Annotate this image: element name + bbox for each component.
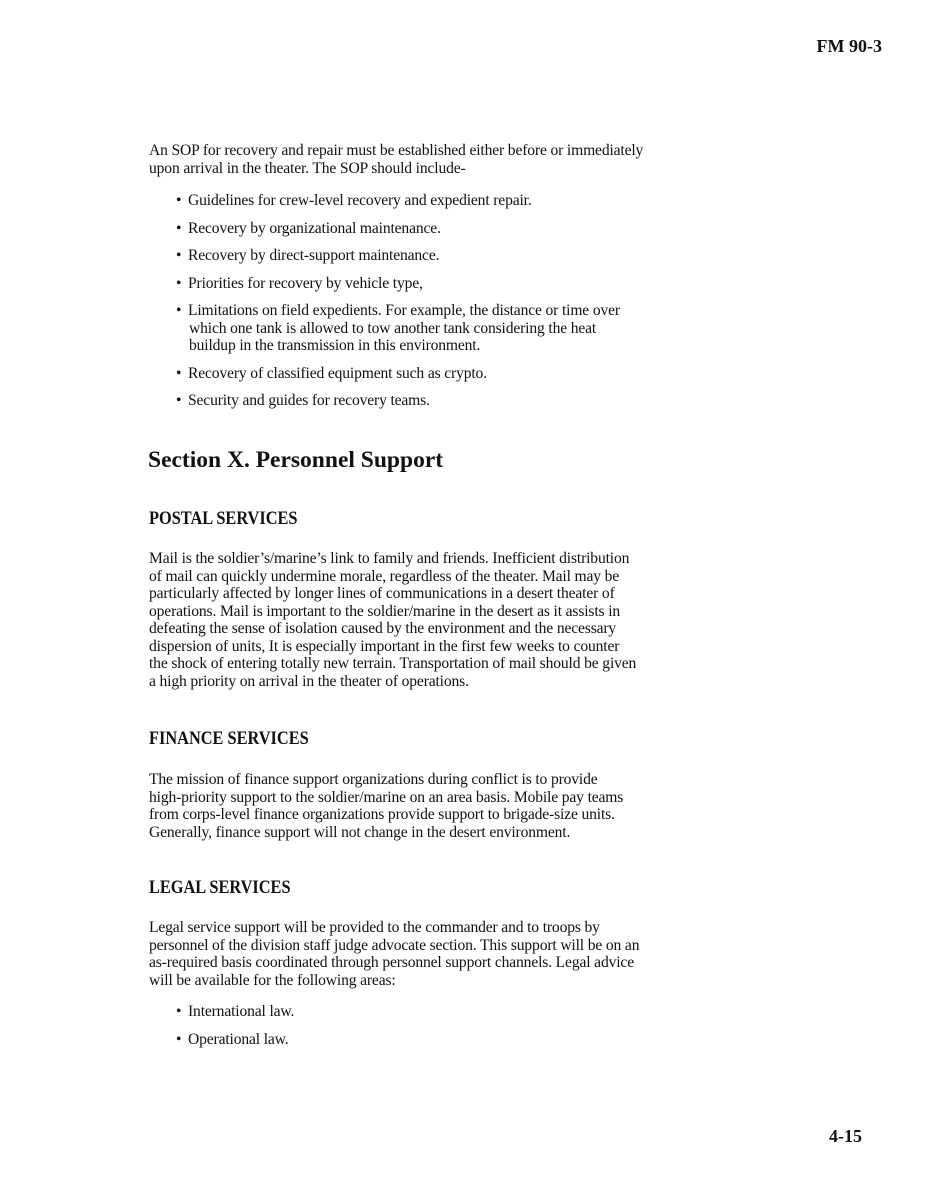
paragraph-line: high-priority support to the soldier/marine on an area basis. Mobile pay teams xyxy=(149,788,624,806)
document-id: FM 90-3 xyxy=(816,36,882,56)
recovery-intro-paragraph xyxy=(149,142,644,177)
bullet-icon: • xyxy=(176,1003,182,1020)
section-title: Section X. Personnel Support xyxy=(148,447,444,473)
paragraph-line: personnel of the division staff judge advocate section. This support will be on an xyxy=(149,936,640,954)
paragraph-line: An SOP for recovery and repair must be established either before or immediately xyxy=(149,142,644,159)
recovery-sop-list xyxy=(176,192,646,410)
bullet-icon: • xyxy=(176,247,182,264)
bullet-icon: • xyxy=(176,392,182,409)
list-item: • Limitations on field expedients. For example, the distance or time over which one tank is allowed to tow another tank considering the heat buildup in the transmission in this environment. xyxy=(176,302,620,354)
list-item: • Recovery by direct-support maintenance. xyxy=(176,247,440,264)
bullet-icon: • xyxy=(176,192,182,209)
finance-paragraph xyxy=(149,771,641,841)
paragraph-line: from corps-level finance organizations provide support to brigade-size units. xyxy=(149,806,615,823)
paragraph-line: particularly affected by longer lines of communications in a desert theater of xyxy=(149,585,615,602)
list-item: • Priorities for recovery by vehicle type, xyxy=(176,274,423,292)
paragraph-line: dispersion of units, It is especially important in the first few weeks to counter xyxy=(149,637,620,655)
list-item: • Security and guides for recovery teams. xyxy=(176,392,430,409)
paragraph-line: The mission of finance support organizations during conflict is to provide xyxy=(149,771,598,788)
paragraph-line: Legal service support will be provided to the commander and to troops by xyxy=(149,919,600,936)
legal-paragraph xyxy=(149,919,641,989)
bullet-icon: • xyxy=(176,274,182,292)
postal-paragraph xyxy=(149,550,641,690)
paragraph-line: the shock of entering totally new terrain. Transportation of mail should be given xyxy=(149,655,637,672)
bullet-icon: • xyxy=(176,364,182,382)
paragraph-line: Mail is the soldier’s/marine’s link to family and friends. Inefficient distribution xyxy=(149,550,630,567)
bullet-icon: • xyxy=(176,219,182,237)
page-number: 4-15 xyxy=(829,1126,862,1146)
list-item: • International law. xyxy=(176,1003,295,1020)
list-item: • Recovery by organizational maintenance. xyxy=(176,219,441,237)
list-item: • Operational law. xyxy=(176,1030,289,1048)
paragraph-line: of mail can quickly undermine morale, regardless of the theater. Mail may be xyxy=(149,567,620,585)
paragraph-line: operations. Mail is important to the soldier/marine in the desert as it assists in xyxy=(149,602,621,620)
paragraph-line: a high priority on arrival in the theater of operations. xyxy=(149,672,469,690)
paragraph-line: upon arrival in the theater. The SOP should include- xyxy=(149,159,466,177)
bullet-icon: • xyxy=(176,1030,182,1048)
list-item: • Guidelines for crew-level recovery and expedient repair. xyxy=(176,192,532,209)
legal-areas-list xyxy=(176,1003,646,1048)
bullet-icon: • xyxy=(176,302,182,319)
paragraph-line: Generally, finance support will not change in the desert environment. xyxy=(149,823,571,841)
postal-services-heading: POSTAL SERVICES xyxy=(149,508,298,529)
finance-services-heading: FINANCE SERVICES xyxy=(149,728,309,749)
list-item: • Recovery of classified equipment such as crypto. xyxy=(176,364,487,382)
paragraph-line: will be available for the following areas: xyxy=(149,971,396,989)
paragraph-line: defeating the sense of isolation caused by the environment and the necessary xyxy=(149,620,617,637)
legal-services-heading: LEGAL SERVICES xyxy=(149,877,291,898)
paragraph-line: as-required basis coordinated through personnel support channels. Legal advice xyxy=(149,954,634,971)
